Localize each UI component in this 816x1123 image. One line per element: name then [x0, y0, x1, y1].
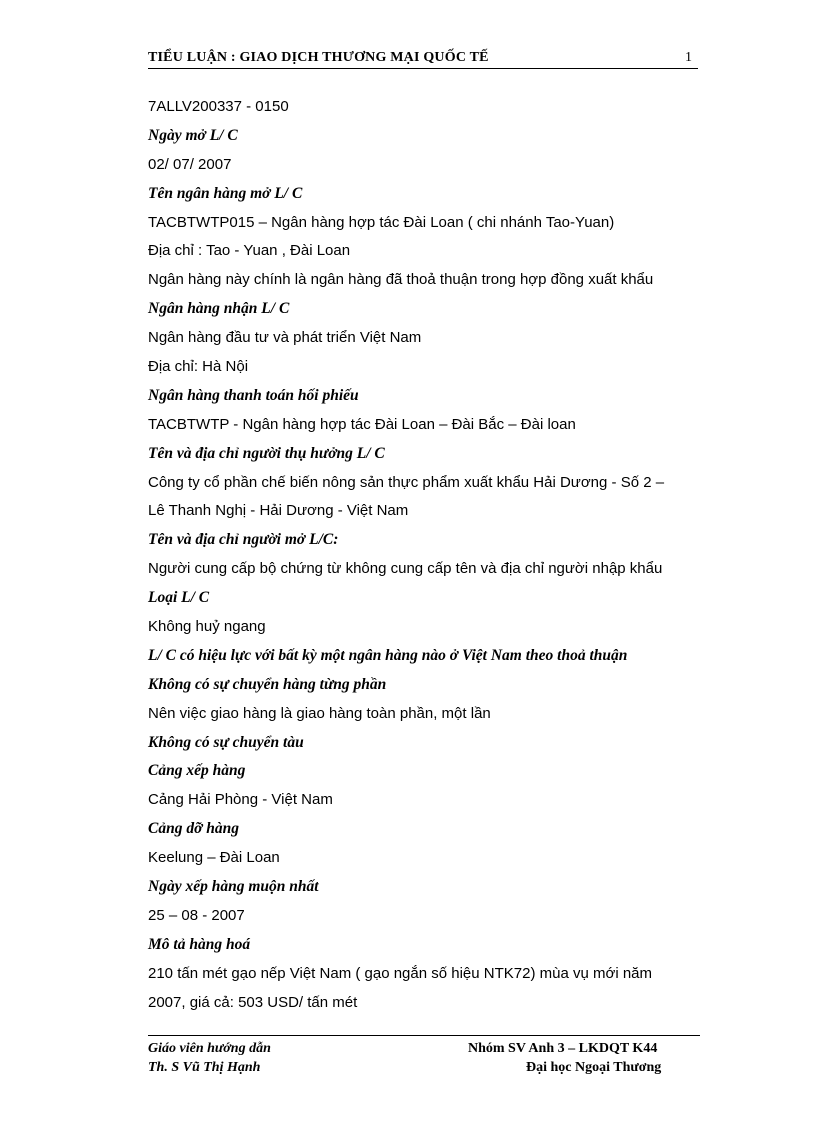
- footer-rule: [148, 1035, 700, 1036]
- section-heading: Ngày xếp hàng muộn nhất: [148, 878, 319, 896]
- body-line: Công ty cổ phần chế biến nông sản thực phẩm xuất khẩu Hải Dương - Số 2 –: [148, 473, 665, 491]
- section-heading: Tên và địa chỉ người thụ hưởng L/ C: [148, 444, 385, 462]
- body-line: Nên việc giao hàng là giao hàng toàn phần, một lần: [148, 704, 491, 722]
- section-heading: Không có sự chuyển tàu: [148, 733, 304, 751]
- body-line: 210 tấn mét gạo nếp Việt Nam ( gạo ngắn số hiệu NTK72) mùa vụ mới năm: [148, 964, 653, 982]
- section-heading: Không có sự chuyển hàng từng phần: [148, 675, 387, 693]
- body-line: Ngân hàng này chính là ngân hàng đã thoả thuận trong hợp đồng xuất khẩu: [148, 271, 654, 289]
- section-heading: Loại L/ C: [148, 589, 210, 607]
- section-heading: Cảng xếp hàng: [148, 762, 246, 780]
- page-number: 1: [685, 50, 692, 65]
- body-line: Lê Thanh Nghị - Hải Dương - Việt Nam: [148, 502, 409, 520]
- section-heading: L/ C có hiệu lực với bất kỳ một ngân hàng nào ở Việt Nam theo thoả thuận: [148, 646, 628, 664]
- header-title: TIỂU LUẬN : GIAO DỊCH THƯƠNG MẠI QUỐC TẾ: [148, 50, 489, 65]
- section-heading: Ngày mở L/ C: [148, 126, 238, 144]
- body-line: Ngân hàng đầu tư và phát triển Việt Nam: [148, 329, 422, 347]
- footer-advisor-name: Th. S Vũ Thị Hạnh: [148, 1060, 261, 1075]
- section-heading: Ngân hàng thanh toán hối phiếu: [148, 386, 359, 404]
- section-heading: Cảng dỡ hàng: [148, 820, 240, 838]
- body-line: TACBTWTP - Ngân hàng hợp tác Đài Loan – Đài Bắc – Đài loan: [148, 415, 576, 433]
- body-line: Cảng Hải Phòng - Việt Nam: [148, 791, 333, 809]
- body-line: Người cung cấp bộ chứng từ không cung cấp tên và địa chỉ người nhập khẩu: [148, 560, 663, 578]
- body-line: Địa chỉ: Hà Nội: [148, 358, 249, 376]
- section-heading: Tên ngân hàng mở L/ C: [148, 184, 303, 202]
- body-line: TACBTWTP015 – Ngân hàng hợp tác Đài Loan ( chi nhánh Tao-Yuan): [148, 213, 615, 231]
- page-header: [148, 50, 698, 69]
- footer-group: Nhóm SV Anh 3 – LKDQT K44: [468, 1041, 658, 1056]
- footer-advisor-label: Giáo viên hướng dẫn: [148, 1041, 271, 1056]
- body-line: Địa chỉ : Tao - Yuan , Đài Loan: [148, 242, 351, 260]
- body-line: 25 – 08 - 2007: [148, 906, 245, 924]
- section-heading: Ngân hàng nhận L/ C: [148, 300, 290, 318]
- section-heading: Tên và địa chỉ người mở L/C:: [148, 531, 339, 549]
- body-line: 2007, giá cả: 503 USD/ tấn mét: [148, 993, 358, 1011]
- body-line: Keelung – Đài Loan: [148, 849, 280, 867]
- section-heading: Mô tả hàng hoá: [148, 935, 251, 953]
- body-line: 7ALLV200337 - 0150: [148, 98, 289, 115]
- body-line: 02/ 07/ 2007: [148, 155, 232, 173]
- document-body: [148, 96, 708, 1021]
- footer-university: Đại học Ngoại Thương: [526, 1060, 662, 1075]
- body-line: Không huỷ ngang: [148, 618, 266, 636]
